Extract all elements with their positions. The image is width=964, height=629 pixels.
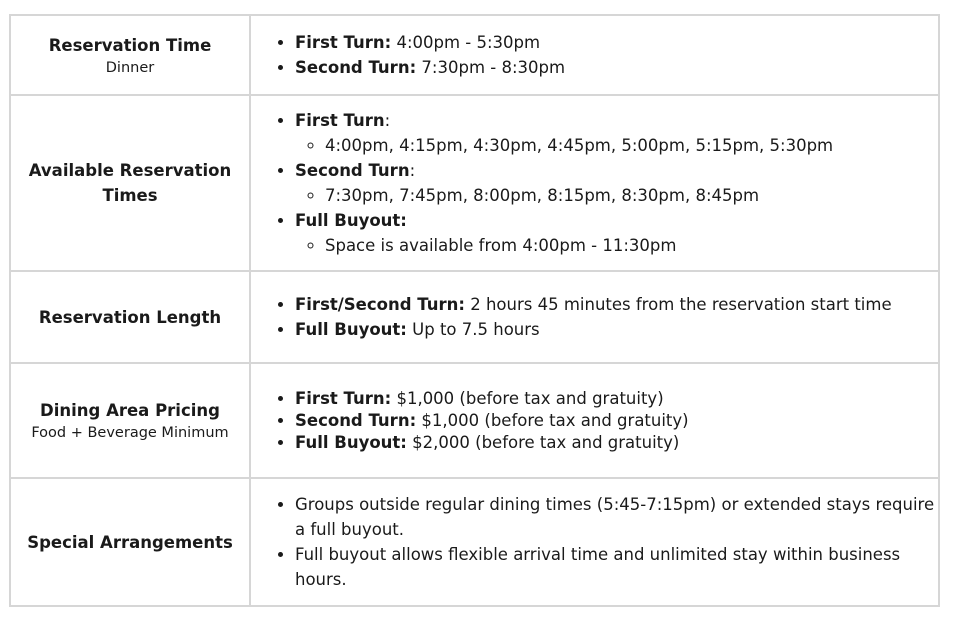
row-label: Special Arrangements [27,532,233,552]
table-row-dining-pricing [10,363,939,478]
row-content-cell [250,95,939,271]
row-content-cell [250,271,939,363]
table-row-special-arrangements [10,478,939,606]
row-content-cell [250,15,939,95]
bullet-list [251,108,938,258]
list-item [295,410,938,432]
item-bold-label: Full Buyout: [295,211,407,230]
bullet-list [251,292,938,342]
sub-list-item: ◦ Space is available from 4:00pm - 11:30pm [325,233,938,258]
row-label-cell [10,15,250,95]
list-item [295,208,938,258]
item-bold-label: First/Second Turn: [295,295,465,314]
sub-list-item: ◦ 7:30pm, 7:45pm, 8:00pm, 8:15pm, 8:30pm, 8:45pm [325,183,938,208]
list-item: • Full buyout allows flexible arrival time and unlimited stay within business hours. [295,542,938,592]
sub-bullet-list [295,133,938,158]
item-text: 4:00pm - 5:30pm [391,33,541,52]
item-text: 2 hours 45 minutes from the reservation start time [464,295,892,314]
item-bold-label: Second Turn [295,161,410,180]
list-item [295,55,938,80]
item-bold-label: Second Turn: [295,410,417,430]
row-label-cell [10,478,250,606]
sub-bullet-list [295,233,938,258]
sub-list-item: ◦ 4:00pm, 4:15pm, 4:30pm, 4:45pm, 5:00pm, 5:15pm, 5:30pm [325,133,938,158]
row-label: Dining Area Pricing [40,401,220,420]
row-label: Available Reservation Times [28,161,232,205]
table-row-reservation-length [10,271,939,363]
row-label: Reservation Time [48,35,212,55]
list-item [295,158,938,208]
bullet-list [251,492,938,592]
item-text: Up to 7.5 hours [406,320,540,339]
row-sublabel: Dinner [105,59,155,76]
row-content-cell [250,478,939,606]
table-row-reservation-time [10,15,939,95]
list-item [295,30,938,55]
item-text: $1,000 (before tax and gratuity) [391,388,664,408]
item-bold-label: First Turn [295,111,385,130]
row-label-cell [10,271,250,363]
list-item [295,388,938,410]
row-label: Reservation Length [38,307,222,327]
row-content-cell [250,363,939,478]
item-bold-label: Full Buyout: [295,320,407,339]
item-bold-label: First Turn: [295,388,392,408]
bullet-list [251,388,938,454]
list-item [295,432,938,454]
item-text: 7:30pm - 8:30pm [416,58,566,77]
bullet-list [251,30,938,80]
item-bold-label: First Turn: [295,33,392,52]
list-item [295,317,938,342]
row-label-cell [10,363,250,478]
item-text: : [409,161,416,180]
item-text: $1,000 (before tax and gratuity) [416,410,689,430]
row-label-cell [10,95,250,271]
sub-bullet-list [295,183,938,208]
list-item: • Groups outside regular dining times (5:45-7:15pm) or extended stays require a full buyout. [295,492,938,542]
item-text: : [384,111,391,130]
list-item [295,108,938,158]
reservation-info-table [9,14,940,607]
table-row-available-times [10,95,939,271]
item-bold-label: Second Turn: [295,58,417,77]
list-item [295,292,938,317]
item-bold-label: Full Buyout: [295,432,407,452]
row-sublabel: Food + Beverage Minimum [31,425,229,441]
item-text: $2,000 (before tax and gratuity) [406,432,680,452]
